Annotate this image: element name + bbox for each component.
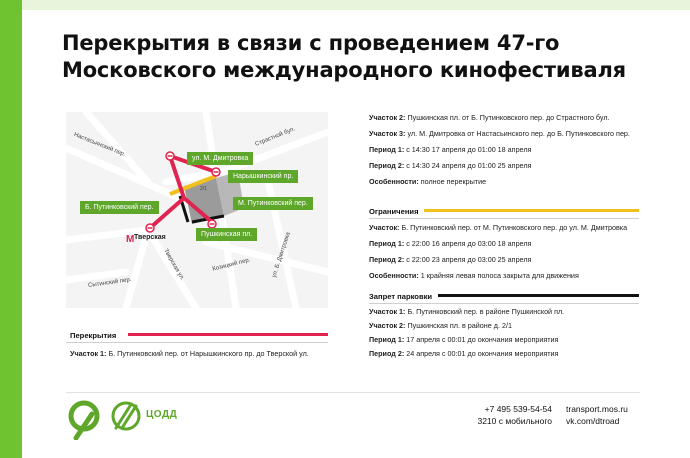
restriction-section-text: Б. Путинковский пер. от М. Путинковского пер. до ул. М. Дмитровка: [401, 223, 628, 232]
closure-section-1-text: Б. Путинковский пер. от Нарышкинского пр. до Тверской ул.: [108, 349, 309, 358]
restriction-features-text: 1 крайняя левая полоса закрыта для движения: [420, 271, 579, 280]
closure-features-text: полное перекрытие: [420, 177, 487, 186]
restriction-period-2-text: с 22:00 23 апреля до 03:00 25 апреля: [406, 255, 532, 264]
parking-period-2-label: Период 2:: [369, 349, 405, 358]
phone-contacts: [466, 403, 552, 427]
closure-period-1-label: Период 1:: [369, 145, 405, 154]
phone-number[interactable]: +7 495 539-54-54: [484, 404, 552, 414]
parking-section-1-text: Б. Путинковский пер. в районе Пушкинской пл.: [407, 307, 565, 316]
restriction-section-label: Участок:: [369, 223, 400, 232]
web-contacts: [566, 403, 628, 427]
restriction-period-1-text: с 22:00 16 апреля до 03:00 18 апреля: [406, 239, 532, 248]
building-number: 2/1: [200, 186, 207, 192]
closure-legend-line: [128, 333, 328, 336]
parking-period-2-text: 24 апреля с 00:01 до окончания мероприятия: [406, 349, 559, 358]
restriction-period-2-label: Период 2:: [369, 255, 405, 264]
parking-heading: Запрет парковки: [369, 292, 433, 301]
page-title: [62, 30, 662, 84]
closure-period-2-label: Период 2:: [369, 161, 405, 170]
closure-period-2-text: с 14:30 24 апреля до 01:00 25 апреля: [406, 161, 532, 170]
label-pushkinskaya: Пушкинская пл.: [196, 228, 257, 241]
mobile-number[interactable]: 3210 с мобильного: [477, 416, 552, 426]
closure-section-3-label: Участок 3:: [369, 129, 406, 138]
closure-map: [66, 112, 328, 308]
street-nastasyinsky: Настасьинский пер.: [72, 131, 127, 159]
closure-section-1-label: Участок 1:: [70, 349, 107, 358]
closure-period-1-text: с 14:30 17 апреля до 01:00 18 апреля: [406, 145, 532, 154]
parking-section-2-text: Пушкинская пл. в районе д. 2/1: [407, 321, 512, 330]
closure-features-label: Особенности:: [369, 177, 419, 186]
logo-text: ЦОДД: [146, 409, 178, 420]
parking-period-1-text: 17 апреля с 00:01 до окончания мероприятия: [406, 335, 559, 344]
street-strastnoy: Страстной бул.: [254, 126, 297, 148]
label-m-putinkovsky: М. Путинковский пер.: [233, 197, 313, 210]
site-link[interactable]: transport.mos.ru: [566, 404, 628, 414]
restrictions-divider: [369, 218, 639, 219]
restriction-legend-line: [424, 209, 639, 212]
closures-divider: [66, 342, 328, 343]
parking-divider: [369, 303, 639, 304]
title-line-1: Перекрытия в связи с проведением 47-го: [62, 31, 560, 55]
label-naryshkinsky: Нарышкинский пр.: [228, 170, 298, 183]
street-b-dmitrovka: ул. Б. Дмитровка: [271, 231, 292, 279]
closure-section-2-text: Пушкинская пл. от Б. Путинковского пер. до Страстного бул.: [407, 113, 610, 122]
closure-details: [369, 113, 639, 187]
restriction-features-label: Особенности:: [369, 271, 419, 280]
closure-section-3-text: ул. М. Дмитровка от Настасьинского пер. до Б. Путинковского пер.: [407, 129, 630, 138]
street-kozitsky: Козицкий пер.: [211, 257, 252, 273]
parking-section-2-label: Участок 2:: [369, 321, 406, 330]
street-tverskaya: Тверская ул.: [162, 248, 186, 282]
vk-link[interactable]: vk.com/dtroad: [566, 416, 620, 426]
restrictions-heading: Ограничения: [369, 207, 419, 216]
street-sytinsky: Сытинский пер.: [87, 276, 132, 290]
left-accent-bar: [0, 0, 22, 458]
label-b-putinkovsky: Б. Путинковский пер.: [80, 201, 159, 214]
footer-divider: [66, 392, 640, 393]
parking-legend-line: [438, 294, 639, 297]
restriction-details: [369, 223, 639, 281]
closure-section-2-label: Участок 2:: [369, 113, 406, 122]
restriction-period-1-label: Период 1:: [369, 239, 405, 248]
title-line-2: Московского международного кинофестиваля: [62, 58, 626, 82]
logo: [66, 398, 144, 445]
closure-section-1: [70, 349, 330, 359]
label-dmitrovka: ул. М. Дмитровка: [187, 152, 253, 165]
codd-logo-icon: [66, 398, 144, 440]
metro-station-label: Тверская: [134, 234, 166, 241]
parking-section-1-label: Участок 1:: [369, 307, 406, 316]
closures-heading: Перекрытия: [70, 331, 117, 340]
top-accent-strip: [22, 0, 690, 10]
parking-details: [369, 307, 639, 359]
parking-period-1-label: Период 1:: [369, 335, 405, 344]
metro-m-icon: M: [126, 234, 135, 245]
